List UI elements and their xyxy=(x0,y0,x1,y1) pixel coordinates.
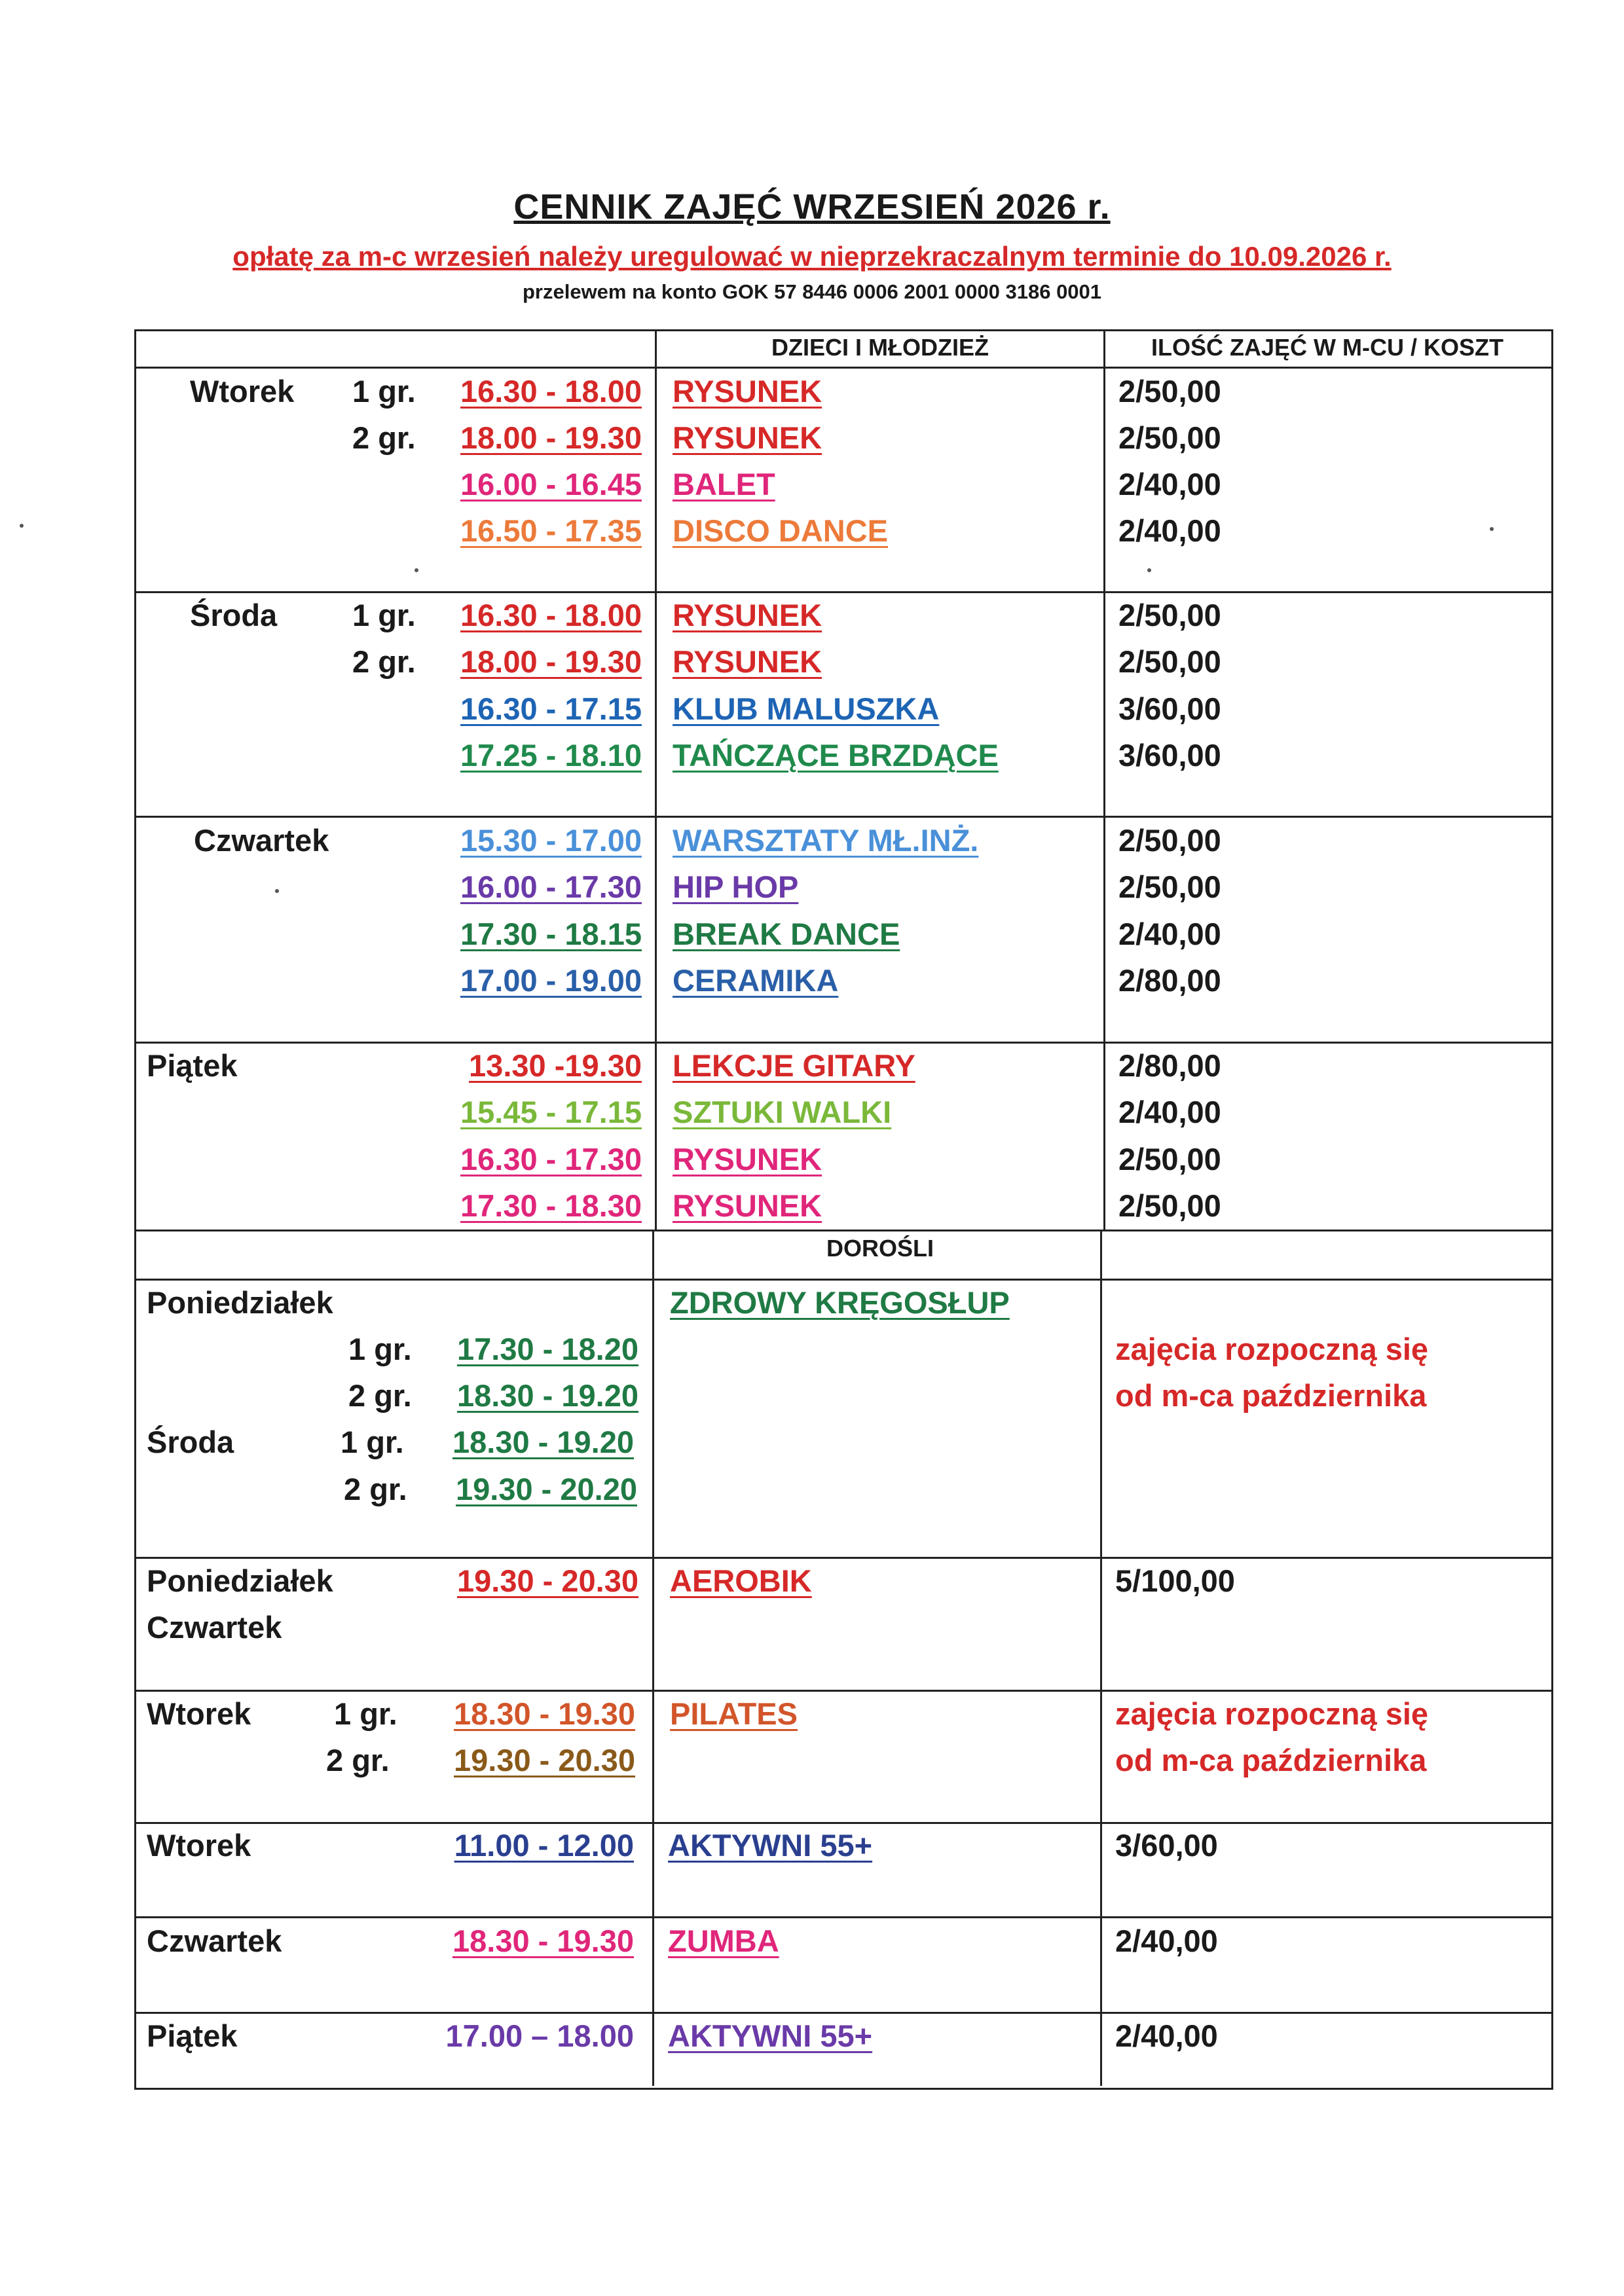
activity-name: AEROBIK xyxy=(670,1563,812,1598)
group-label: 2 gr. xyxy=(348,1378,412,1413)
time-slot: 18.30 - 19.30 xyxy=(452,1923,634,1958)
activity-name: RYSUNEK xyxy=(673,1188,822,1223)
cost-value: 2/50,00 xyxy=(1118,644,1221,679)
cost-value: 2/50,00 xyxy=(1118,374,1221,409)
time-slot: 16.30 - 17.30 xyxy=(460,1142,642,1176)
cost-value: 2/50,00 xyxy=(1118,869,1221,904)
cost-value: 2/40,00 xyxy=(1118,513,1221,548)
cost-value: 2/50,00 xyxy=(1118,420,1221,455)
activity-name: TAŃCZĄCE BRZDĄCE xyxy=(673,738,999,773)
day-label: Wtorek xyxy=(147,1828,251,1863)
start-note: od m-ca października xyxy=(1115,1743,1427,1777)
activity-name: AKTYWNI 55+ xyxy=(668,1828,873,1863)
row-divider xyxy=(134,2012,1551,2014)
start-note: zajęcia rozpoczną się xyxy=(1115,1696,1429,1731)
table-border xyxy=(134,329,1553,2090)
row-divider xyxy=(134,591,1551,593)
row-divider xyxy=(134,1279,1551,1281)
activity-name: WARSZTATY MŁ.INŻ. xyxy=(673,823,979,858)
activity-name: ZUMBA xyxy=(668,1923,779,1958)
activity-name: ZDROWY KRĘGOSŁUP xyxy=(670,1285,1010,1320)
start-note: zajęcia rozpoczną się xyxy=(1115,1332,1429,1366)
day-label: Piątek xyxy=(147,1048,238,1083)
cost-value: 3/60,00 xyxy=(1118,738,1221,773)
activity-name: AKTYWNI 55+ xyxy=(668,2018,873,2053)
page-title: CENNIK ZAJĘĆ WRZESIEŃ 2026 r. xyxy=(513,187,1111,227)
day-label: Środa xyxy=(147,1425,234,1459)
row-divider xyxy=(134,1230,1551,1231)
time-slot: 15.45 - 17.15 xyxy=(460,1095,642,1129)
activity-name: HIP HOP xyxy=(673,869,799,904)
day-label: Czwartek xyxy=(147,1923,282,1958)
group-label: 1 gr. xyxy=(352,598,416,632)
time-slot: 16.00 - 17.30 xyxy=(460,869,642,904)
time-slot: 16.50 - 17.35 xyxy=(460,513,642,548)
time-slot: 17.30 - 18.15 xyxy=(460,917,642,951)
cost-value: 5/100,00 xyxy=(1115,1563,1235,1598)
time-slot: 18.00 - 19.30 xyxy=(460,644,642,679)
time-slot: 11.00 - 12.00 xyxy=(454,1828,634,1863)
time-slot: 18.30 - 19.20 xyxy=(457,1378,638,1413)
scan-speck xyxy=(415,568,418,572)
group-label: 2 gr. xyxy=(344,1472,407,1506)
activity-name: RYSUNEK xyxy=(673,420,822,455)
cost-value: 2/40,00 xyxy=(1118,1095,1221,1129)
time-slot: 17.00 - 19.00 xyxy=(460,963,642,998)
column-divider-1b xyxy=(652,1230,654,2086)
day-label: Czwartek xyxy=(147,1610,282,1645)
time-slot: 18.00 - 19.30 xyxy=(460,420,642,455)
column-divider-2 xyxy=(1103,329,1105,1230)
day-label: Czwartek xyxy=(194,823,329,858)
cost-value: 2/50,00 xyxy=(1118,598,1221,632)
header-adults: DOROŚLI xyxy=(826,1235,934,1262)
day-label: Piątek xyxy=(147,2018,238,2053)
scan-speck xyxy=(1147,568,1151,572)
activity-name: RYSUNEK xyxy=(673,598,822,632)
time-slot: 19.30 - 20.30 xyxy=(454,1743,635,1777)
activity-name: DISCO DANCE xyxy=(673,513,889,548)
time-slot: 16.30 - 18.00 xyxy=(460,374,642,409)
group-label: 1 gr. xyxy=(341,1425,404,1459)
time-slot: 16.30 - 18.00 xyxy=(460,598,642,632)
row-divider xyxy=(134,1916,1551,1918)
column-divider-2b xyxy=(1100,1230,1102,2086)
day-label: Środa xyxy=(190,598,278,632)
header-kids: DZIECI I MŁODZIEŻ xyxy=(771,334,989,361)
cost-value: 2/40,00 xyxy=(1115,1923,1218,1958)
cost-value: 2/50,00 xyxy=(1118,823,1221,858)
activity-name: CERAMIKA xyxy=(673,963,839,998)
payment-deadline-note: opłatę za m-c wrzesień należy uregulować w nieprzekraczalnym terminie do 10.09.2026 r. xyxy=(232,241,1392,272)
day-label: Poniedziałek xyxy=(147,1563,333,1598)
time-slot: 17.00 – 18.00 xyxy=(445,2018,634,2053)
cost-value: 2/50,00 xyxy=(1118,1142,1221,1176)
activity-name: RYSUNEK xyxy=(673,374,822,409)
cost-value: 2/40,00 xyxy=(1118,917,1221,951)
time-slot: 16.00 - 16.45 xyxy=(460,467,642,501)
activity-name: RYSUNEK xyxy=(673,1142,822,1176)
row-divider xyxy=(134,1042,1551,1044)
group-label: 1 gr. xyxy=(348,1332,412,1366)
row-divider xyxy=(134,1557,1551,1559)
cost-value: 2/80,00 xyxy=(1118,963,1221,998)
group-label: 1 gr. xyxy=(334,1696,397,1731)
activity-name: BREAK DANCE xyxy=(673,917,900,951)
time-slot: 13.30 -19.30 xyxy=(469,1048,642,1083)
activity-name: SZTUKI WALKI xyxy=(673,1095,892,1129)
cost-value: 2/50,00 xyxy=(1118,1188,1221,1223)
cost-value: 2/40,00 xyxy=(1115,2018,1218,2053)
time-slot: 17.30 - 18.20 xyxy=(457,1332,638,1366)
time-slot: 18.30 - 19.20 xyxy=(452,1425,634,1459)
activity-name: LEKCJE GITARY xyxy=(673,1048,915,1083)
header-cost: ILOŚĆ ZAJĘĆ W M-CU / KOSZT xyxy=(1151,334,1504,361)
time-slot: 19.30 - 20.20 xyxy=(456,1472,637,1506)
activity-name: KLUB MALUSZKA xyxy=(673,691,940,726)
group-label: 2 gr. xyxy=(352,420,416,455)
time-slot: 19.30 - 20.30 xyxy=(457,1563,638,1598)
group-label: 1 gr. xyxy=(352,374,416,409)
group-label: 2 gr. xyxy=(352,644,416,679)
row-divider xyxy=(134,816,1551,818)
column-divider-1 xyxy=(655,329,657,1230)
cost-value: 3/60,00 xyxy=(1118,691,1221,726)
cost-value: 3/60,00 xyxy=(1115,1828,1218,1863)
activity-name: RYSUNEK xyxy=(673,644,822,679)
activity-name: PILATES xyxy=(670,1696,798,1731)
time-slot: 17.30 - 18.30 xyxy=(460,1188,642,1223)
scan-speck xyxy=(20,524,24,528)
time-slot: 18.30 - 19.30 xyxy=(454,1696,635,1731)
time-slot: 17.25 - 18.10 xyxy=(460,738,642,773)
row-divider xyxy=(134,1822,1551,1824)
activity-name: BALET xyxy=(673,467,775,501)
day-label: Poniedziałek xyxy=(147,1285,333,1320)
scan-speck xyxy=(1490,527,1494,531)
time-slot: 16.30 - 17.15 xyxy=(460,691,642,726)
day-label: Wtorek xyxy=(190,374,295,409)
group-label: 2 gr. xyxy=(326,1743,390,1777)
cost-value: 2/40,00 xyxy=(1118,467,1221,501)
row-divider xyxy=(134,1690,1551,1692)
bank-account-line: przelewem na konto GOK 57 8446 0006 2001 0000 3186 0001 xyxy=(522,280,1102,303)
time-slot: 15.30 - 17.00 xyxy=(460,823,642,858)
day-label: Wtorek xyxy=(147,1696,251,1731)
scan-speck xyxy=(275,889,279,893)
cost-value: 2/80,00 xyxy=(1118,1048,1221,1083)
row-divider xyxy=(134,367,1551,369)
start-note: od m-ca października xyxy=(1115,1378,1427,1413)
